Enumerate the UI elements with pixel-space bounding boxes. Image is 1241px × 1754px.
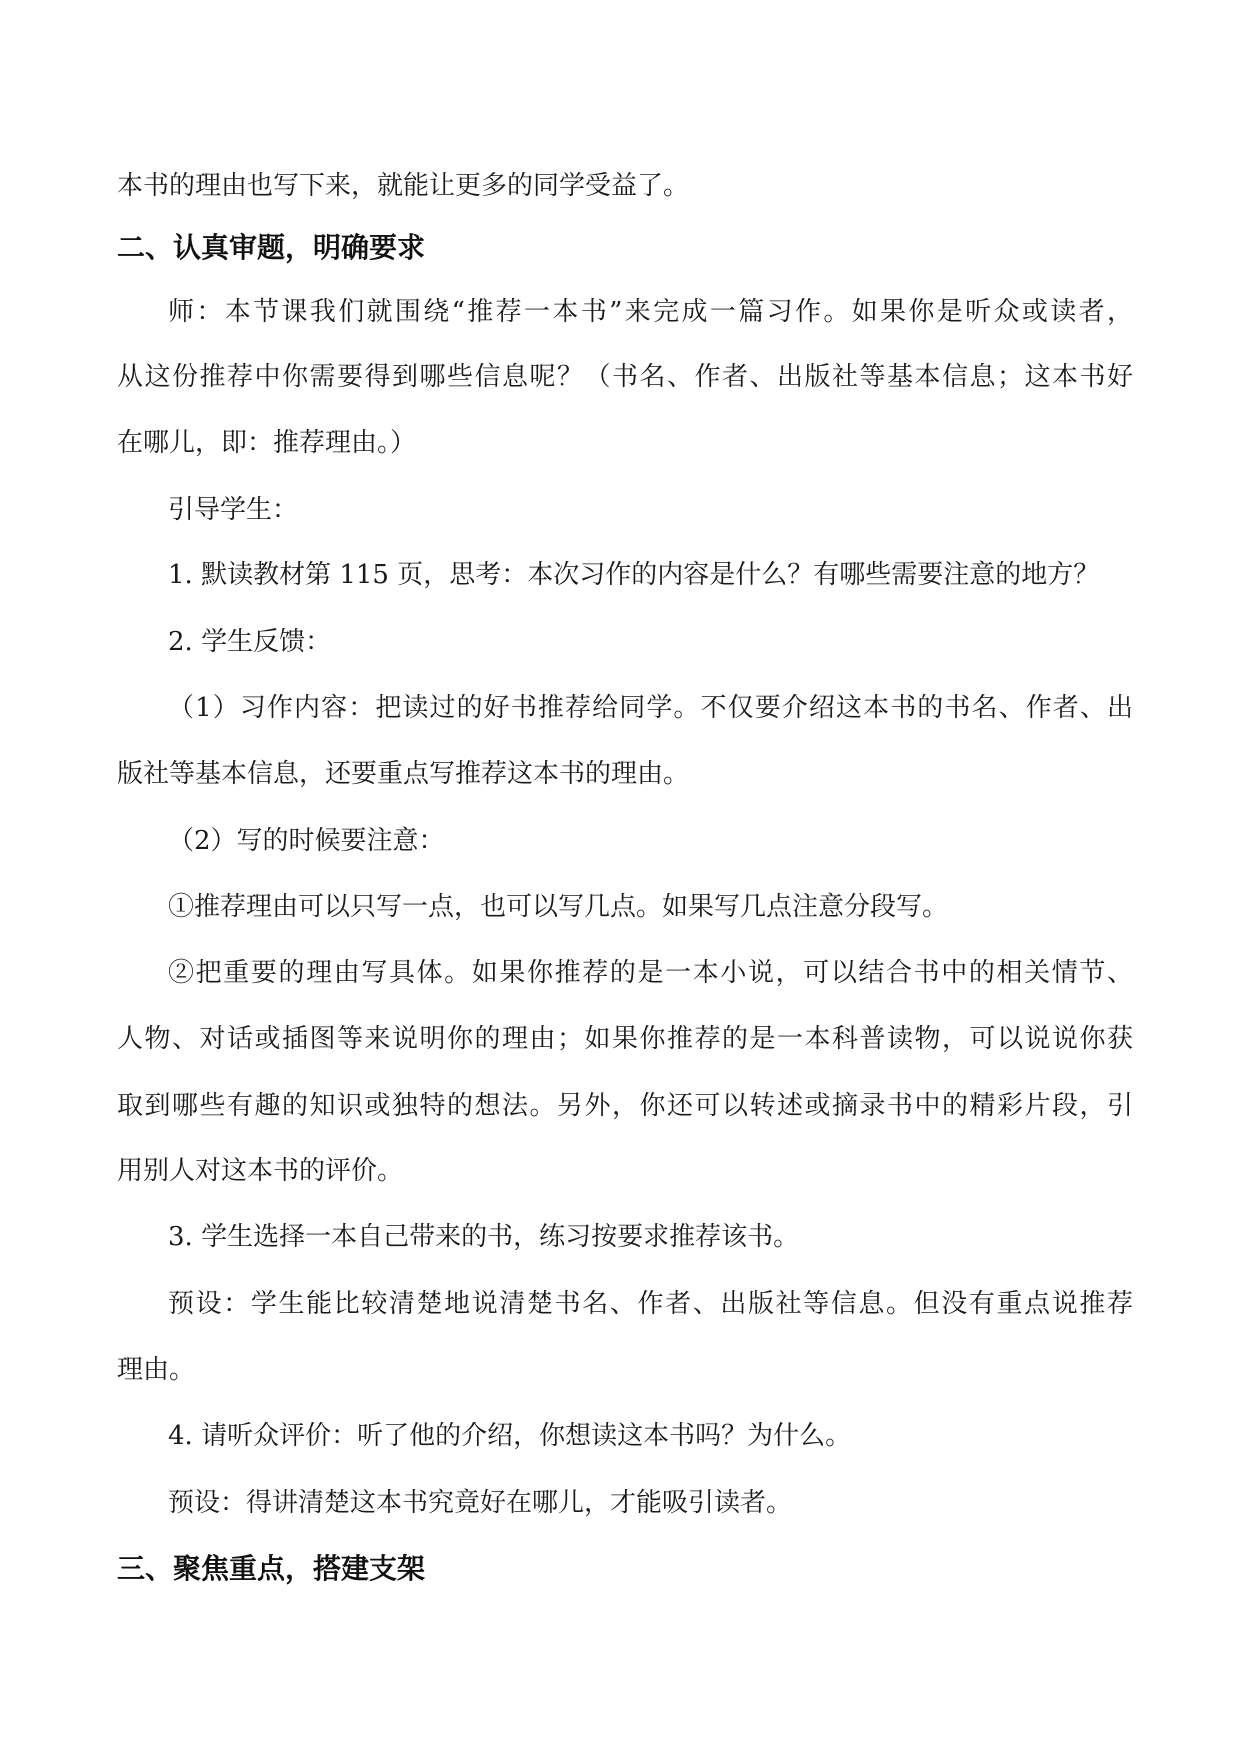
paragraph-line: （2）写的时候要注意： <box>168 826 445 856</box>
list-item: 4. 请听众评价：听了他的介绍，你想读这本书吗？为什么。 <box>168 1421 852 1451</box>
paragraph-line: 人物、对话或插图等来说明你的理由；如果你推荐的是一本科普读物，可以说说你获 <box>117 1024 1133 1054</box>
paragraph-line: 版社等基本信息，还要重点写推荐这本书的理由。 <box>117 759 690 789</box>
list-item: 1. 默读教材第 115 页，思考：本次习作的内容是什么？有哪些需要注意的地方？ <box>168 560 1100 590</box>
paragraph-line: 本书的理由也写下来，就能让更多的同学受益了。 <box>117 171 690 201</box>
paragraph-line: ①推荐理由可以只写一点，也可以写几点。如果写几点注意分段写。 <box>168 892 949 922</box>
paragraph-line: 在哪儿，即：推荐理由。） <box>117 428 417 458</box>
paragraph-line: 理由。 <box>117 1355 196 1385</box>
paragraph-line: ②把重要的理由写具体。如果你推荐的是一本小说，可以结合书中的相关情节、 <box>168 958 1133 988</box>
section-heading-2: 二、认真审题，明确要求 <box>117 231 426 264</box>
paragraph-line: （1）习作内容：把读过的好书推荐给同学。不仅要介绍这本书的书名、作者、出 <box>168 693 1133 723</box>
paragraph-line: 用别人对这本书的评价。 <box>117 1156 404 1186</box>
paragraph-line: 从这份推荐中你需要得到哪些信息呢？（书名、作者、出版社等基本信息；这本书好 <box>117 362 1133 392</box>
paragraph-line: 师：本节课我们就围绕“推荐一本书”来完成一篇习作。如果你是听众或读者， <box>168 297 1133 327</box>
paragraph-line: 引导学生： <box>168 495 299 525</box>
list-item: 3. 学生选择一本自己带来的书，练习按要求推荐该书。 <box>168 1222 800 1252</box>
list-item: 2. 学生反馈： <box>168 627 332 657</box>
section-heading-3: 三、聚焦重点，搭建支架 <box>117 1552 426 1585</box>
paragraph-line: 取到哪些有趣的知识或独特的想法。另外，你还可以转述或摘录书中的精彩片段，引 <box>117 1091 1133 1121</box>
paragraph-line: 预设：学生能比较清楚地说清楚书名、作者、出版社等信息。但没有重点说推荐 <box>168 1289 1133 1319</box>
paragraph-line: 预设：得讲清楚这本书究竟好在哪儿，才能吸引读者。 <box>168 1488 793 1518</box>
